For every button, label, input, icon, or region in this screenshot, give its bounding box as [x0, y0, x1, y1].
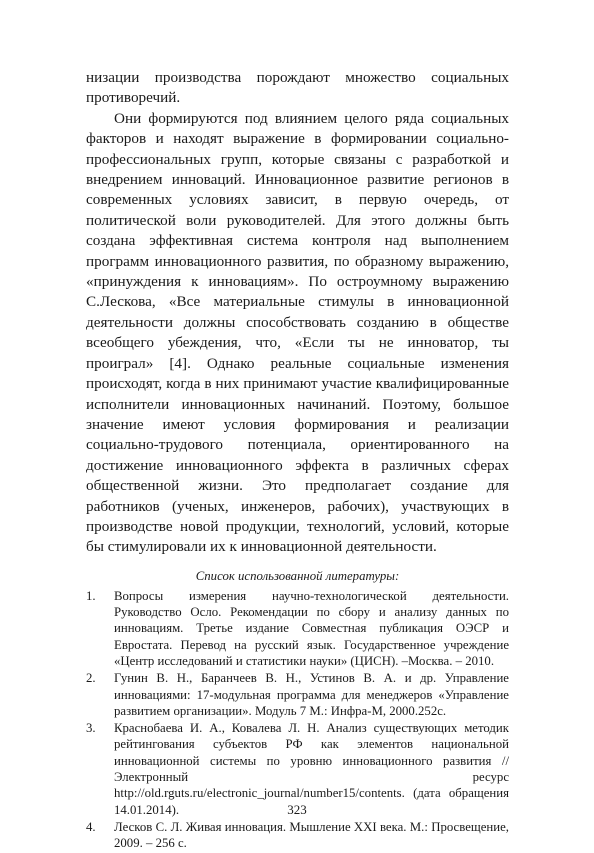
reference-item: [86, 588, 509, 669]
paragraph-main: Они формируются под влиянием целого ряда социальных факторов и находят выражение в формировании социально-профессиональных групп, которые связаны с разработкой и внедрением инноваций. Инновационное развитие регионов в современных условиях зависит, в первую очередь, от политической воли руководителей. Для этого должны быть создана эффективная система контроля над выполнением программ инновационного развития, по образному выражению, «принуждения к инновациям». По остроумному выражению С.Лескова, «Все материальные стимулы в инновационной деятельности должны способствовать созданию в обществе всеобщего убеждения, что, «Если ты не инноватор, ты проиграл» [4]. Однако реальные социальные изменения происходят, когда в них принимают участие квалифицированные исполнители инновационных начинаний. Поэтому, большое значение имеют условия формирования и реализации социально-трудового потенциала, ориентированного на достижение инновационного эффекта в различных сферах общественной жизни. Это предполагает создание для работников (ученых, инженеров, рабочих), участвующих в производстве новой продукции, технологий, условий, которые бы стимулировали их к инновационной деятельности.: [86, 109, 509, 556]
page-content: [86, 68, 509, 853]
reference-text: Краснобаева И. А., Ковалева Л. Н. Анализ существующих методик рейтингования субъектов РФ как элементов национальной инновационной системы по уровню инновационного развития // Электронный ресурс http://old.rguts.ru/electronic_journal/number15/contents. (дата обращения 14.01.2014).: [114, 721, 509, 817]
reference-item: [86, 670, 509, 719]
reference-text: Гунин В. Н., Баранчеев В. Н., Устинов В. А. и др. Управление инновациями: 17-модульная программа для менеджеров «Управление развитием организации». Модуль 7 М.: Инфра-М, 2000.252с.: [114, 671, 509, 718]
reference-number: 4.: [86, 819, 96, 834]
reference-number: 2.: [86, 671, 96, 686]
reference-text: Вопросы измерения научно-технологической деятельности. Руководство Осло. Рекомендации по сбору и анализу данных по инновациям. Третье издание Совместная публикация ОЭСР и Евростата. Перевод на русский язык. Государственное учреждение «Центр исследований и статистики науки» (ЦИСН). –Москва. – 2010.: [114, 588, 509, 668]
reference-text: Лесков С. Л. Живая инновация. Мышление XXI века. М.: Просвещение, 2009. – 256 с.: [114, 819, 509, 851]
reference-item: [86, 819, 509, 852]
reference-number: 1.: [86, 588, 96, 603]
reference-number: 3.: [86, 721, 96, 736]
page-number: 323: [287, 802, 307, 817]
references-title: Список использованной литературы:: [195, 568, 400, 583]
paragraph-continuation: низации производства порождают множество социальных противоречий.: [86, 69, 509, 107]
